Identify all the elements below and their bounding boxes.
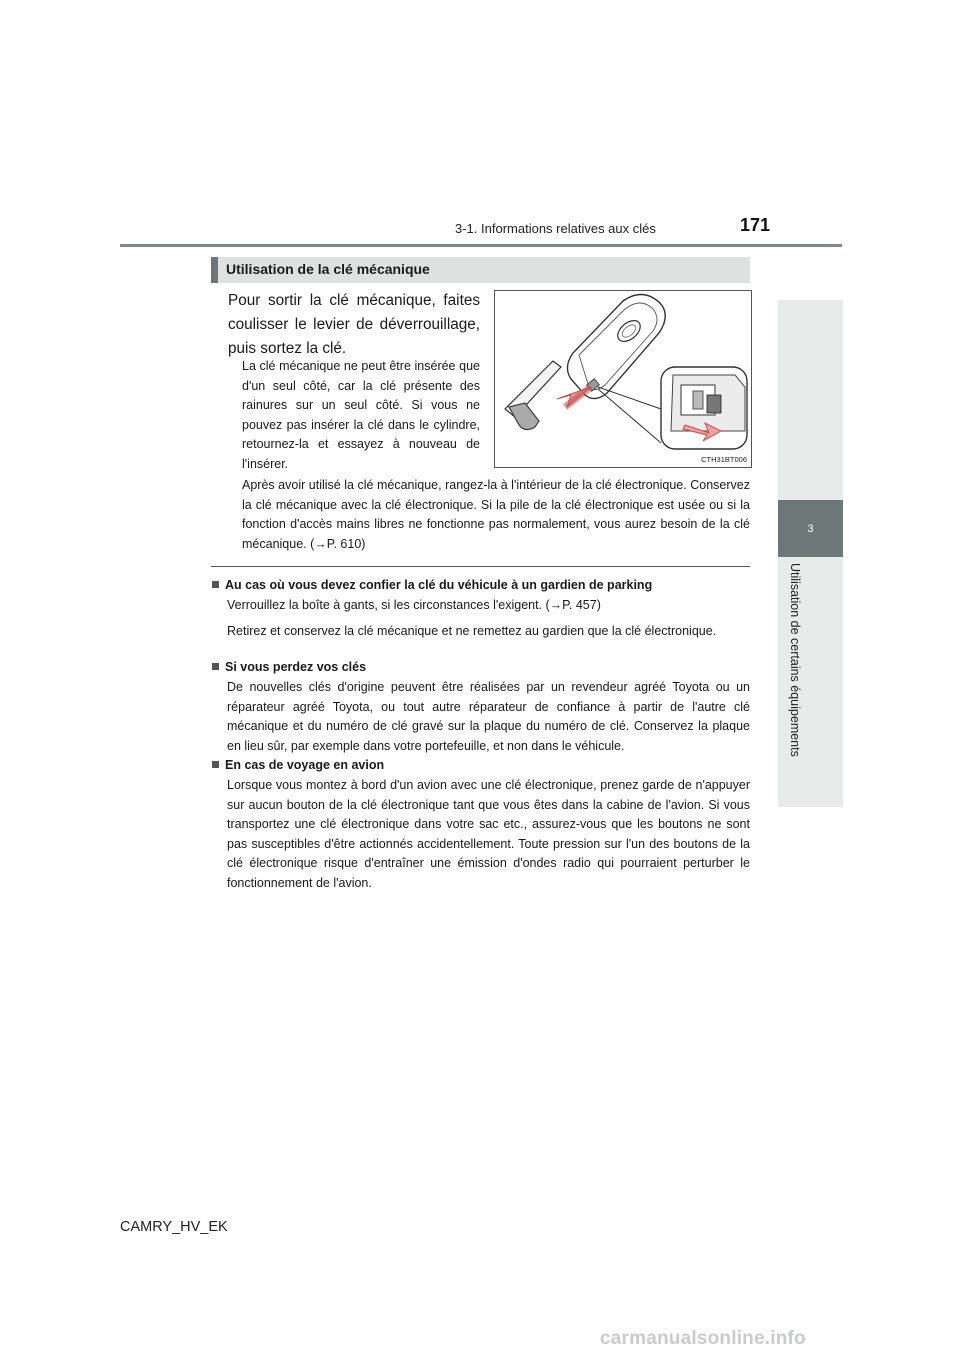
running-header: 3-1. Informations relatives aux clés — [455, 221, 656, 236]
mechanical-key-drawing — [495, 291, 751, 467]
note-title-text: En cas de voyage en avion — [225, 758, 385, 772]
section-heading-text: Utilisation de la clé mécanique — [226, 261, 430, 277]
chapter-title: Utilisation de certains équipements — [788, 563, 802, 757]
footer-model-code: CAMRY_HV_EK — [120, 1219, 228, 1235]
note-title-text: Au cas où vous devez confier la clé du véhicule à un gardien de parking — [225, 578, 653, 592]
note-lost-keys — [211, 658, 750, 756]
note-title — [211, 658, 750, 676]
note-parking-attendant — [211, 576, 750, 641]
note-paragraph: De nouvelles clés d'origine peuvent être réalisées par un revendeur agréé Toyota ou un réparateur agréé Toyota, ou tout autre réparateur de confiance à partir de l'autre clé mécanique et du numéro de clé gravé sur la plaque du numéro de clé. Conservez la plaque en lieu sûr, par exemple dans votre portefeuille, et non dans le véhicule. — [227, 680, 750, 753]
chapter-number: 3 — [807, 522, 814, 535]
header-divider — [120, 244, 842, 247]
note-paragraph: Lorsque vous montez à bord d'un avion avec une clé électronique, prenez garde de n'appuyer sur aucun bouton de la clé électronique tant que vous êtes dans la cabine de l'avion. Si vous transportez une clé électronique dans votre sac etc., assurez-vous que les boutons ne sont pas susceptibles d'être actionnés accidentellement. Toute pression sur l'un des boutons de la clé électronique risque d'entraîner une émission d'ondes radio qui pourraient perturber le fonctionnement de l'avion. — [227, 778, 750, 890]
intro-paragraph: Pour sortir la clé mécanique, faites coulisser le levier de déverrouillage, puis sortez la clé. — [228, 292, 480, 357]
note-title-text: Si vous perdez vos clés — [225, 660, 367, 674]
square-bullet-icon — [212, 663, 219, 670]
note-paragraph: La clé mécanique ne peut être insérée que d'un seul côté, car la clé présente des rainures sur un seul côté. Si vous ne pouvez pas insérer la clé dans le cylindre, retournez-la et essayez à nouveau de l'insérer. — [242, 359, 480, 471]
section-heading — [211, 257, 750, 283]
section-divider — [211, 566, 750, 567]
page-number: 171 — [740, 215, 771, 235]
note-title — [211, 576, 750, 594]
note-title — [211, 756, 750, 774]
note-air-travel — [211, 756, 750, 893]
watermark: carmanualsonline.info — [600, 1328, 806, 1349]
note-paragraph: Verrouillez la boîte à gants, si les circonstances l'exigent. (→P. 457) — [227, 598, 601, 612]
square-bullet-icon — [212, 761, 219, 768]
chapter-sidebar-top — [778, 300, 843, 500]
section-heading-accent — [211, 257, 218, 283]
square-bullet-icon — [212, 581, 219, 588]
after-use-paragraph: Après avoir utilisé la clé mécanique, rangez-la à l'intérieur de la clé électronique. Conservez la clé mécanique avec la clé électronique. Si la pile de la clé électronique est usée ou si la fonction d'accès mains libres ne fonctionne pas normalement, vous aurez besoin de la clé mécanique. (→P. 610) — [242, 478, 750, 551]
key-illustration — [494, 290, 752, 468]
note-paragraph: Retirez et conservez la clé mécanique et ne remettez au gardien que la clé électronique. — [227, 623, 717, 638]
illustration-code: CTH31BT006 — [701, 455, 747, 464]
